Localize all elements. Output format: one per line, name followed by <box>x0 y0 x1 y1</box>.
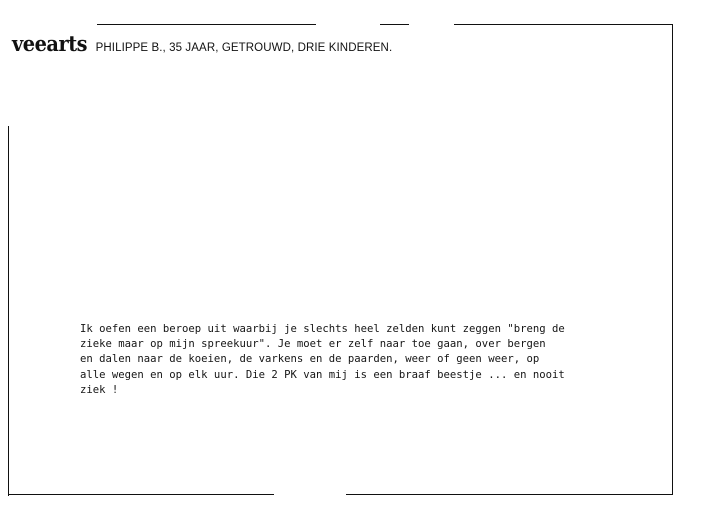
body-line: zieke maar op mijn spreekuur". Je moet er zelf naar toe gaan, over bergen <box>80 338 546 351</box>
top-rule-left <box>97 24 316 25</box>
page-heading <box>12 31 392 56</box>
bottom-rule-right <box>346 494 673 495</box>
body-line: en dalen naar de koeien, de varkens en de paarden, weer of geen weer, op <box>80 353 540 366</box>
page-subtitle: PHILIPPE B., 35 JAAR, GETROUWD, DRIE KINDEREN. <box>95 42 393 54</box>
right-border <box>672 24 673 495</box>
body-line: Ik oefen een beroep uit waarbij je slechts heel zelden kunt zeggen "breng de <box>80 323 565 335</box>
body-line: alle wegen en op elk uur. Die 2 PK van mij is een braaf beestje ... en nooit <box>80 368 565 381</box>
top-rule-middle <box>380 24 409 25</box>
page-title: veearts <box>12 31 88 56</box>
top-rule-right <box>454 24 672 25</box>
body-line: ziek ! <box>80 383 119 396</box>
bottom-rule-left <box>8 494 274 495</box>
body-paragraph <box>80 322 580 398</box>
left-border <box>8 126 9 496</box>
